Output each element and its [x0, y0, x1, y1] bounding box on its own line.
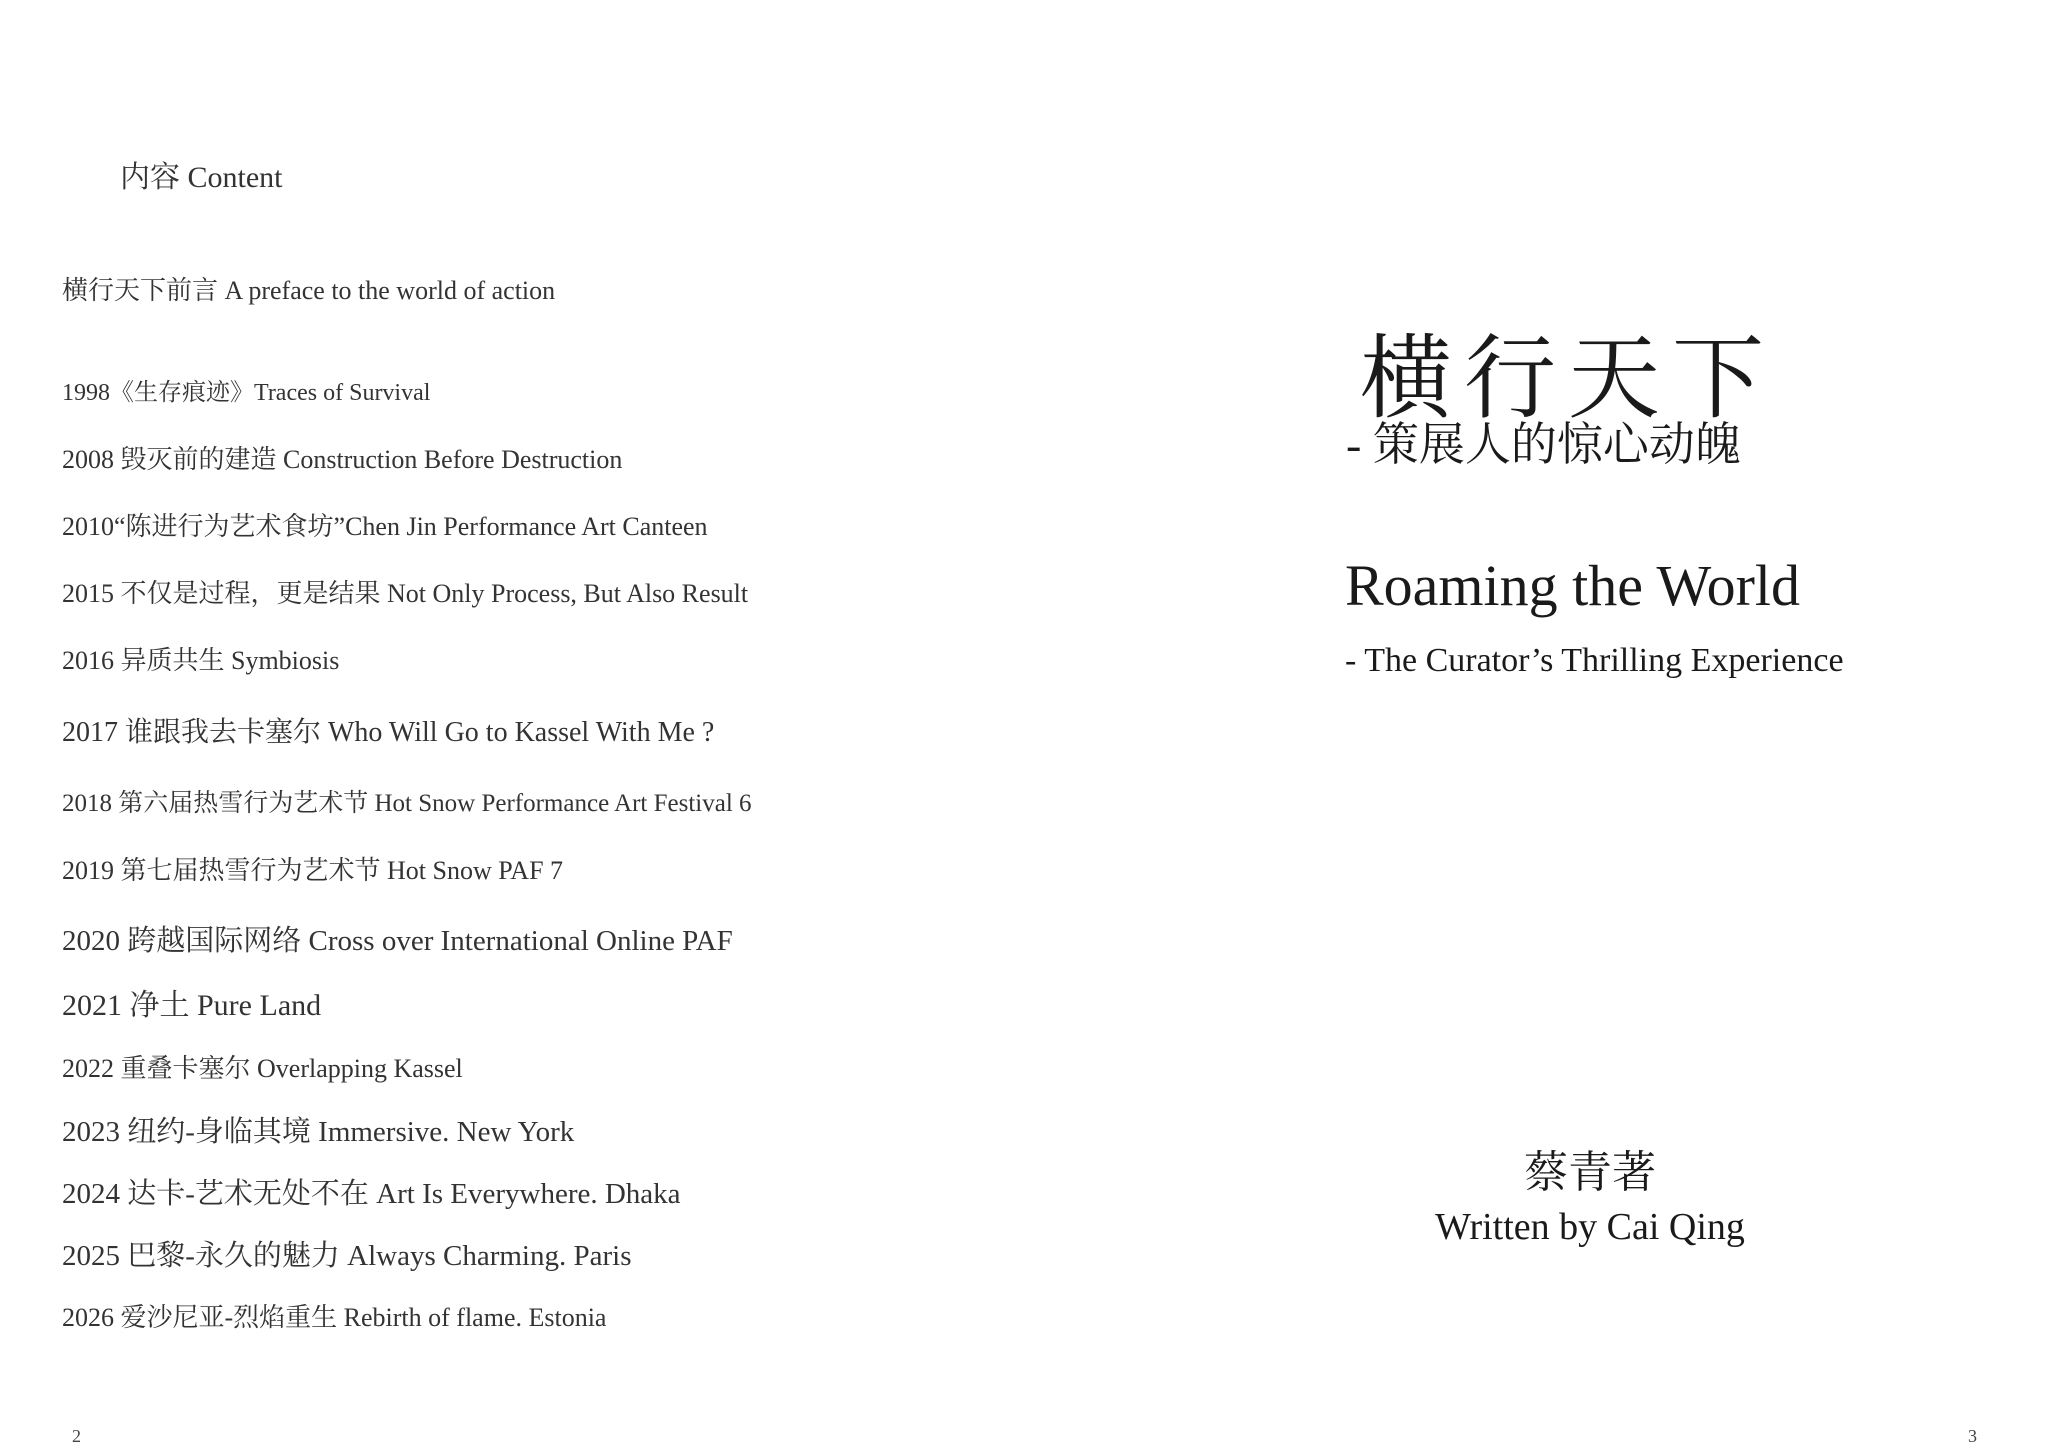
toc-item-2015: 2015 不仅是过程，更是结果 Not Only Process, But Also Result	[62, 579, 749, 608]
toc-item-2022: 2022 重叠卡塞尔 Overlapping Kassel	[62, 1054, 463, 1083]
toc-item-2026: 2026 爱沙尼亚-烈焰重生 Rebirth of flame. Estonia	[62, 1303, 607, 1332]
book-subtitle-chinese: - 策展人的惊心动魄	[1346, 419, 1741, 470]
author-english: Written by Cai Qing	[1435, 1206, 1745, 1248]
toc-item-1998: 1998《生存痕迹》Traces of Survival	[62, 380, 431, 406]
page-number-right: 3	[1968, 1426, 1977, 1446]
toc-item-2023: 2023 纽约-身临其境 Immersive. New York	[62, 1116, 575, 1148]
book-title-english: Roaming the World	[1345, 553, 1800, 618]
toc-item-2024: 2024 达卡-艺术无处不在 Art Is Everywhere. Dhaka	[62, 1178, 681, 1210]
page-number-left: 2	[72, 1426, 81, 1446]
author-block	[1300, 1145, 1880, 1253]
toc-item-2020: 2020 跨越国际网络 Cross over International Online PAF	[62, 925, 733, 957]
toc-item-2008: 2008 毁灭前的建造 Construction Before Destruction	[62, 445, 623, 474]
toc-item-2021: 2021 净土 Pure Land	[62, 989, 322, 1022]
toc-preface-entry: 横行天下前言 A preface to the world of action	[62, 276, 556, 305]
toc-item-2017: 2017 谁跟我去卡塞尔 Who Will Go to Kassel With Me ?	[62, 717, 715, 748]
toc-item-2019: 2019 第七届热雪行为艺术节 Hot Snow PAF 7	[62, 856, 564, 885]
toc-item-2010: 2010“陈进行为艺术食坊”Chen Jin Performance Art Canteen	[62, 512, 708, 541]
toc-item-2018: 2018 第六届热雪行为艺术节 Hot Snow Performance Art Festival 6	[62, 790, 752, 817]
book-subtitle-english: - The Curator’s Thrilling Experience	[1345, 642, 1844, 679]
book-title-chinese: 横行天下	[1360, 328, 1777, 430]
author-chinese: 蔡青著	[1524, 1148, 1656, 1197]
toc-item-2016: 2016 异质共生 Symbiosis	[62, 646, 340, 675]
toc-heading: 内容 Content	[120, 161, 283, 194]
toc-item-2025: 2025 巴黎-永久的魅力 Always Charming. Paris	[62, 1240, 632, 1272]
